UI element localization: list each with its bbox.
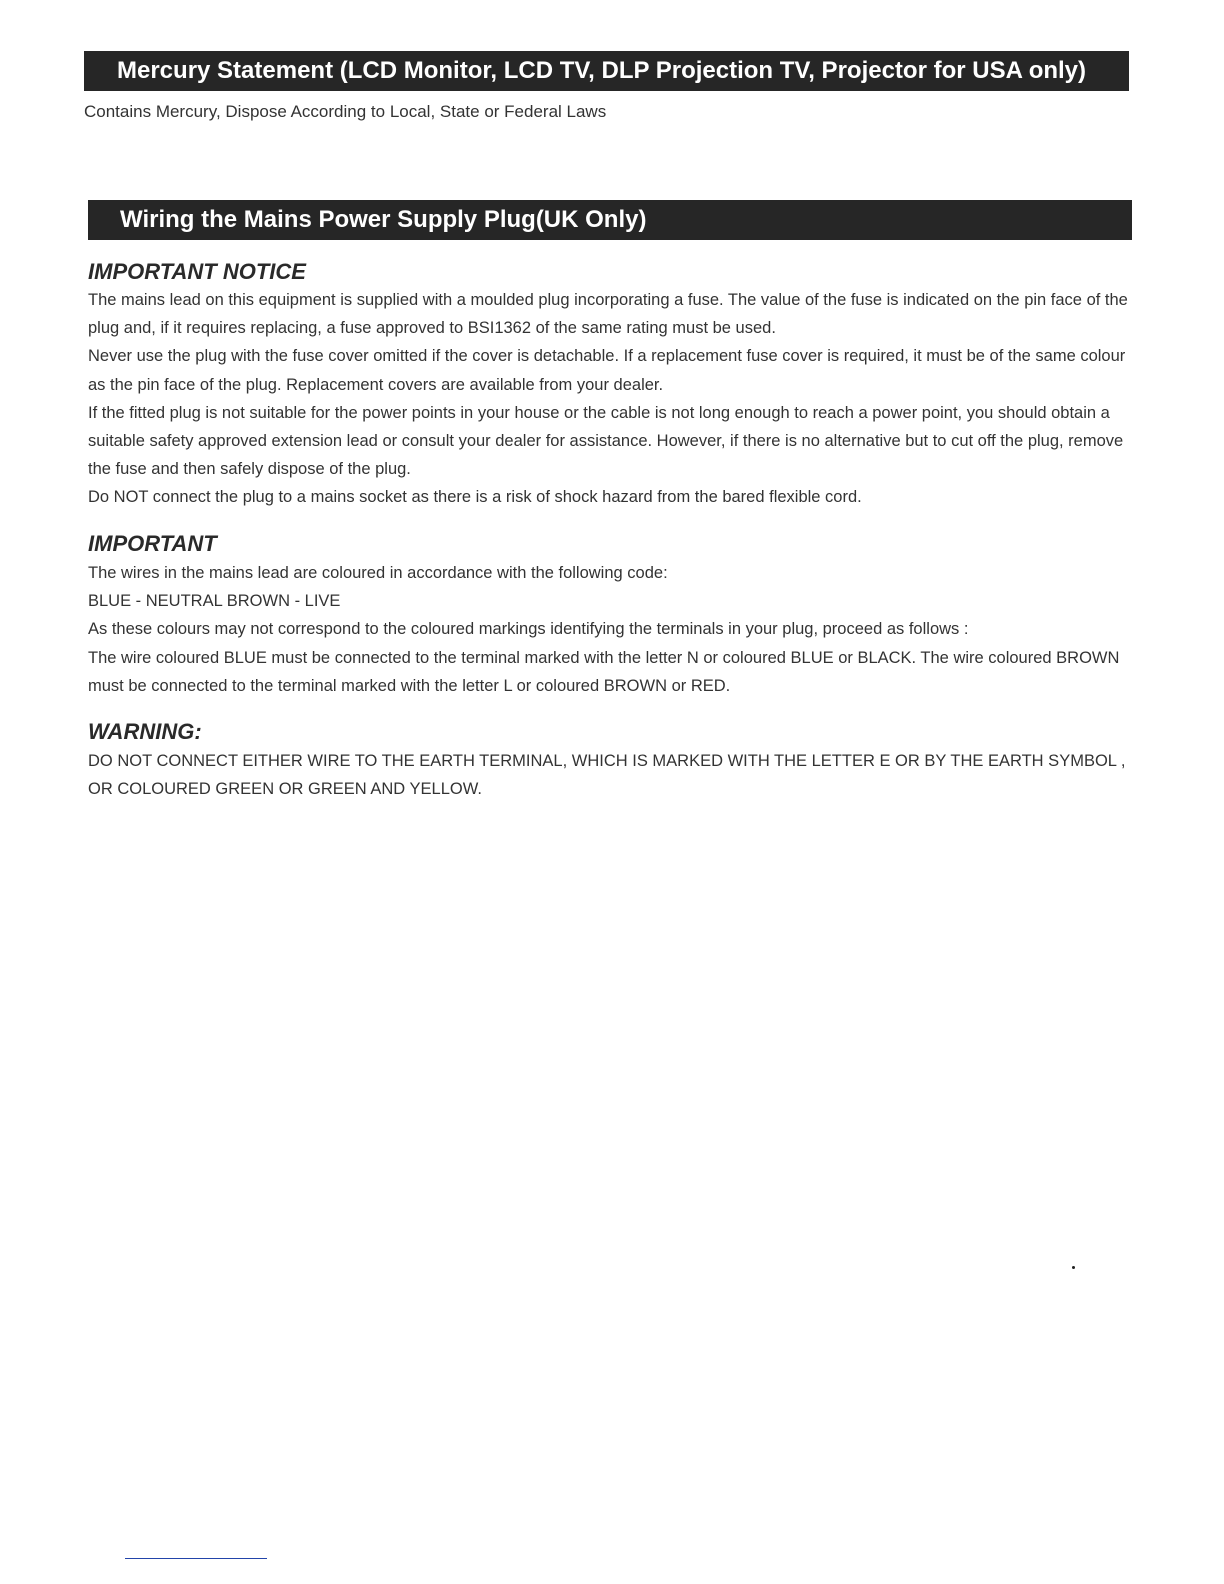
important-paragraph-connections: The wire coloured BLUE must be connected to the terminal marked with the letter N or coloured BLUE or BLACK. The wire coloured BROWN must be connected to the terminal marked with the letter L or coloured BROWN or RED. [88,648,1120,695]
wiring-section-title: Wiring the Mains Power Supply Plug(UK Only) [88,200,1132,240]
important-notice-heading: IMPORTANT NOTICE [88,259,306,284]
footer-rule [125,1558,267,1559]
mercury-statement-title: Mercury Statement (LCD Monitor, LCD TV, DLP Projection TV, Projector for USA only) [84,51,1129,91]
notice-paragraph-shock: Do NOT connect the plug to a mains socket as there is a risk of shock hazard from the bared flexible cord. [88,488,862,507]
important-paragraph-colours: BLUE - NEUTRAL BROWN - LIVE [88,592,341,611]
warning-paragraph-earth: DO NOT CONNECT EITHER WIRE TO THE EARTH TERMINAL, WHICH IS MARKED WITH THE LETTER E OR BY THE EARTH SYMBOL , OR COLOURED GREEN OR GREEN AND YELLOW. [88,752,1126,799]
notice-paragraph-extension: If the fitted plug is not suitable for the power points in your house or the cable is not long enough to reach a power point, you should obtain a suitable safety approved extension lead or consult your dealer for assistance. However, if there is no alternative but to cut off the plug, remove the fuse and then safely dispose of the plug. [88,403,1124,479]
important-paragraph-proceed: As these colours may not correspond to the coloured markings identifying the terminals in your plug, proceed as follows : [88,620,969,639]
warning-heading: WARNING: [88,719,202,744]
important-notice-body [88,286,1138,512]
important-paragraph-code: The wires in the mains lead are coloured in accordance with the following code: [88,564,668,582]
warning-body [88,747,1138,803]
notice-paragraph-cover: Never use the plug with the fuse cover omitted if the cover is detachable. If a replacement fuse cover is required, it must be of the same colour as the pin face of the plug. Replacement covers are available from your dealer. [88,347,1126,394]
scan-speck [1072,1266,1075,1269]
important-body [88,559,1138,700]
important-heading: IMPORTANT [88,531,217,556]
notice-paragraph-fuse: The mains lead on this equipment is supplied with a moulded plug incorporating a fuse. The value of the fuse is indicated on the pin face of the plug and, if it requires replacing, a fuse approved to BSI1362 of the same rating must be used. [88,291,1128,338]
mercury-statement-text: Contains Mercury, Dispose According to Local, State or Federal Laws [84,102,607,121]
